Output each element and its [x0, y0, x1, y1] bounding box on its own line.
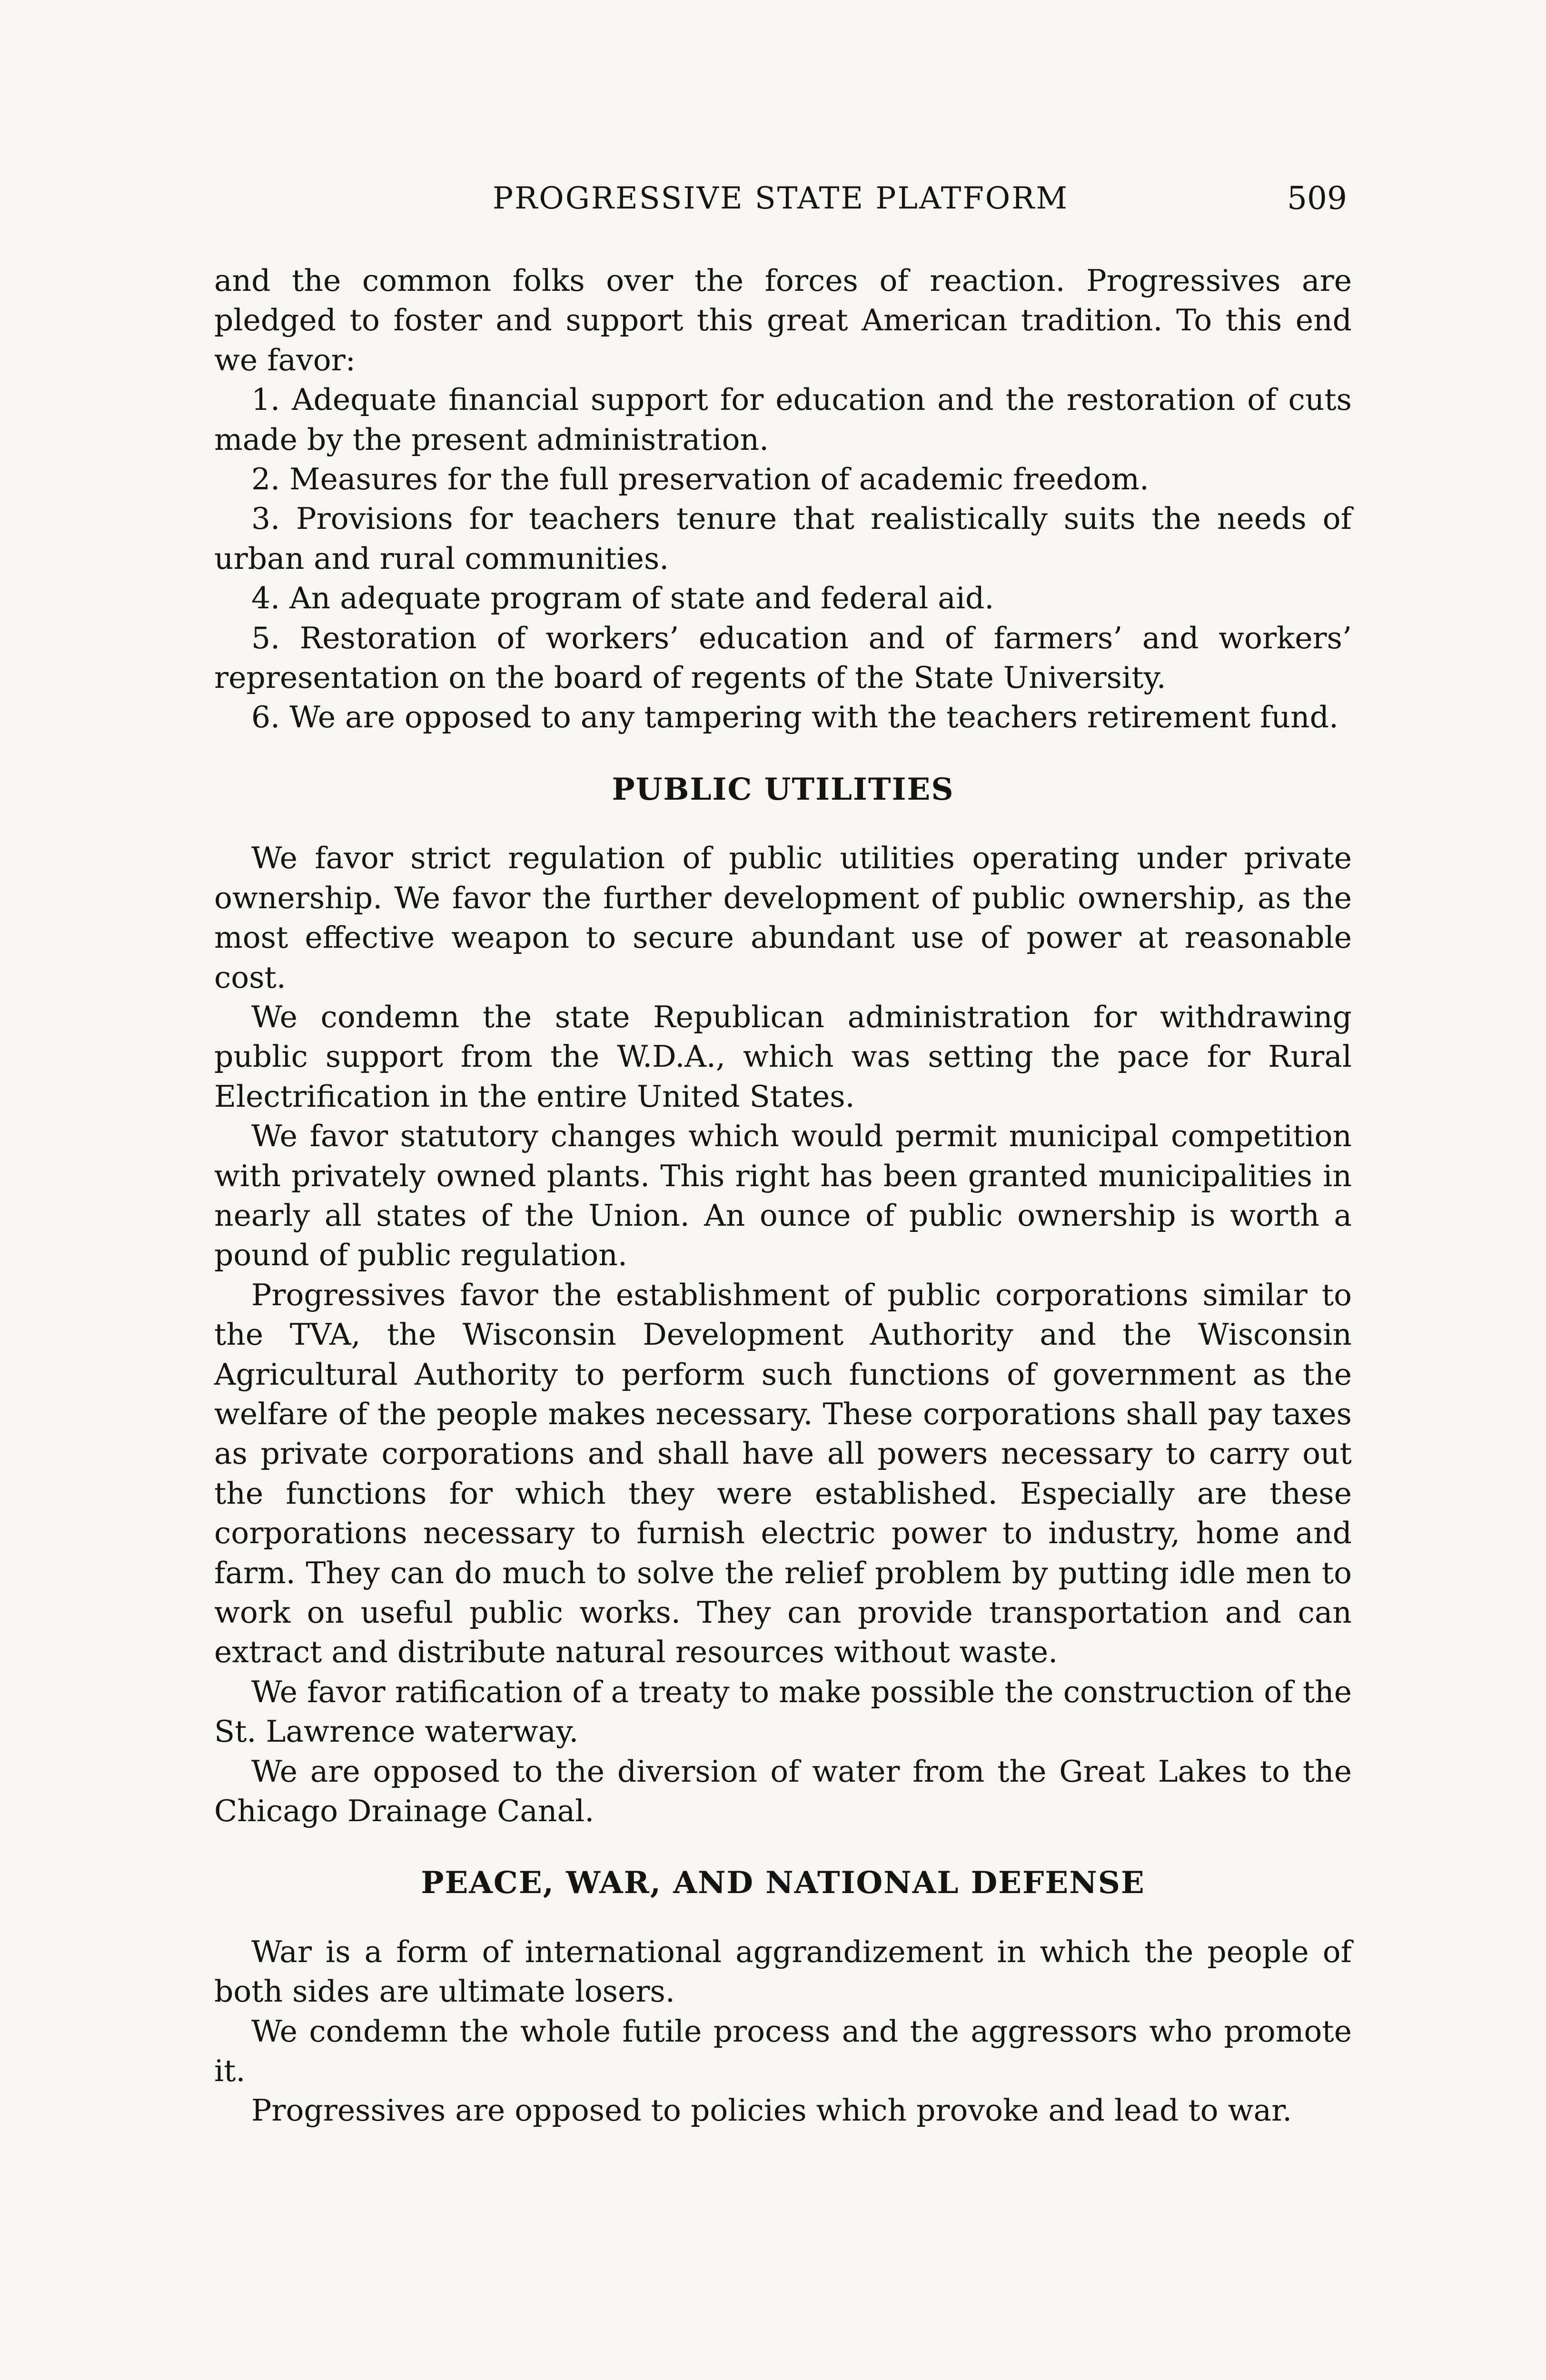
- page-number: 509: [1287, 180, 1347, 217]
- peace-war-paragraph-2: We condemn the whole futile process and the aggressors who promote it.: [214, 2013, 1352, 2089]
- public-utilities-paragraph-6: We are opposed to the diversion of water from the Great Lakes to the Chicago Drainage Canal.: [214, 1754, 1352, 1829]
- public-utilities-paragraph-1: We favor strict regulation of public utilities operating under private ownership. We favor the further development of public ownership, as the most effective weapon to secure abundant use of power at reasonable cost.: [214, 841, 1352, 995]
- public-utilities-paragraph-4: Progressives favor the establishment of public corporations similar to the TVA, the Wisconsin Development Authority and the Wisconsin Agricultural Authority to perform such functions of government as the welfare of the people makes necessary. These corporations shall pay taxes as private corporations and shall have all powers necessary to carry out the functions for which they were established. Especially are these corporations necessary to furnish electric power to industry, home and farm. They can do much to solve the relief problem by putting idle men to work on useful public works. They can provide transportation and can extract and distribute natural resources without waste.: [214, 1277, 1352, 1670]
- section-heading-public-utilities: PUBLIC UTILITIES: [612, 771, 954, 807]
- public-utilities-paragraph-3: We favor statutory changes which would permit municipal competition with privately owned plants. This right has been granted municipalities in nearly all states of the Union. An ounce of public ownership is worth a pound of public regulation.: [214, 1119, 1352, 1273]
- education-item-5: 5. Restoration of workers’ education and of farmers’ and workers’ representation on the board of regents of the State University.: [214, 620, 1352, 695]
- education-item-4: 4. An adequate program of state and federal aid.: [251, 581, 994, 616]
- public-utilities-paragraph-2: We condemn the state Republican administration for withdrawing public support from the W.D.A., which was setting the pace for Rural Electrification in the entire United States.: [214, 999, 1352, 1114]
- peace-war-paragraph-1: War is a form of international aggrandizement in which the people of both sides are ultimate losers.: [214, 1934, 1352, 2009]
- education-item-6: 6. We are opposed to any tampering with the teachers retirement fund.: [251, 700, 1338, 735]
- body-text: [214, 261, 1352, 2131]
- public-utilities-paragraph-5: We favor ratification of a treaty to make possible the construction of the St. Lawrence waterway.: [214, 1674, 1352, 1749]
- running-head-title: PROGRESSIVE STATE PLATFORM: [493, 181, 1069, 216]
- education-item-2: 2. Measures for the full preservation of academic freedom.: [251, 462, 1150, 497]
- education-item-1: 1. Adequate financial support for education and the restoration of cuts made by the present administration.: [214, 382, 1352, 457]
- section-heading-peace-war-defense: PEACE, WAR, AND NATIONAL DEFENSE: [421, 1865, 1145, 1901]
- peace-war-paragraph-3: Progressives are opposed to policies which provoke and lead to war.: [251, 2093, 1292, 2128]
- education-intro-paragraph: and the common folks over the forces of reaction. Progressives are pledged to foster and support this great American tradition. To this end we favor:: [214, 263, 1352, 377]
- education-item-3: 3. Provisions for teachers tenure that realistically suits the needs of urban and rural communities.: [214, 501, 1352, 576]
- running-head: [214, 177, 1347, 220]
